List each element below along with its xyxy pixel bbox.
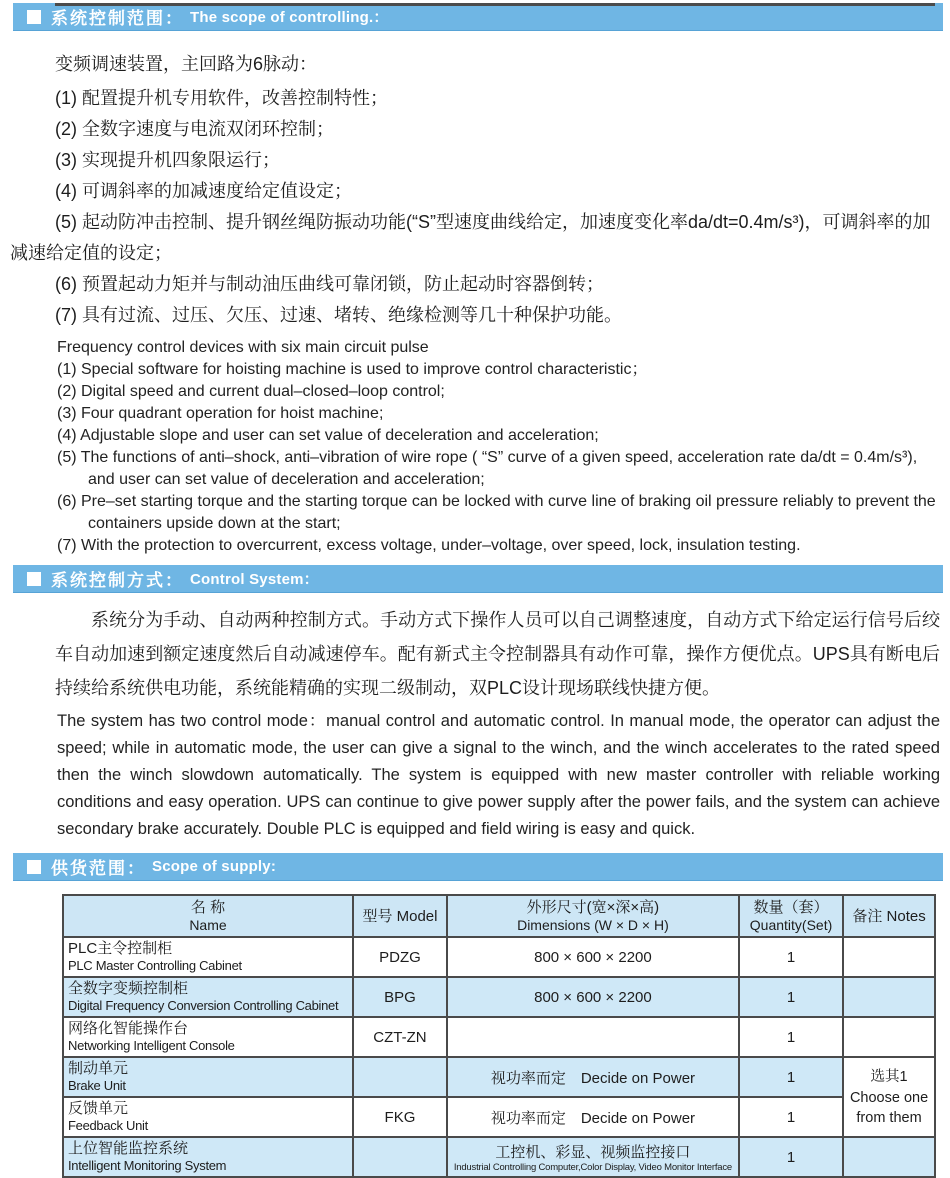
col-header-dims-en: Dimensions (W × D × H) (517, 917, 669, 933)
cell-qty: 1 (739, 1017, 843, 1057)
name-zh: 反馈单元 (68, 1100, 129, 1117)
col-header-qty (739, 895, 843, 937)
page-edge-artifact (55, 3, 935, 6)
name-en: Intelligent Monitoring System (68, 1158, 227, 1173)
scope-item-en-4: (4) Adjustable slope and user can set value of deceleration and acceleration; (57, 427, 599, 444)
section-title-en: The scope of controlling.： (190, 9, 389, 26)
square-bullet-icon (27, 572, 41, 586)
cell-name (63, 1057, 353, 1097)
scope-item-zh-5: (5) 起动防冲击控制、提升钢丝绳防振动功能(“S”型速度曲线给定，加速度变化率da/dt=0.4m/s³)，可调斜率的加减速给定值的设定； (10, 212, 931, 263)
cell-model: FKG (353, 1097, 447, 1137)
section-title-zh: 系统控制范围： (51, 9, 184, 28)
name-en: Digital Frequency Conversion Controlling Cabinet (68, 998, 339, 1013)
table-row (63, 1137, 935, 1177)
scope-intro-en: Frequency control devices with six main circuit pulse (57, 339, 429, 356)
cell-qty: 1 (739, 1057, 843, 1097)
section-header-control-system (13, 565, 943, 593)
section-title-en: Control System： (190, 571, 319, 588)
name-en: Networking Intelligent Console (68, 1038, 235, 1053)
cell-model: CZT-ZN (353, 1017, 447, 1057)
section-title-zh: 系统控制方式： (51, 571, 184, 590)
cell-notes (843, 1137, 935, 1177)
name-zh: PLC主令控制柜 (68, 940, 173, 957)
cell-model: PDZG (353, 937, 447, 977)
cell-name (63, 1097, 353, 1137)
square-bullet-icon (27, 860, 41, 874)
cell-notes (843, 937, 935, 977)
cell-qty: 1 (739, 977, 843, 1017)
col-header-qty-en: Quantity(Set) (749, 917, 833, 933)
control-paragraph-zh: 系统分为手动、自动两种控制方式。手动方式下操作人员可以自己调整速度，自动方式下给定运行信号后绞车自动加速到额定速度然后自动减速停车。配有新式主令控制器具有动作可靠，操作方便优点。UPS具有断电后持续给系统供电功能，系统能精确的实现二级制动，双PLC设计现场联线快捷方便。 (55, 610, 940, 698)
cell-qty: 1 (739, 1097, 843, 1137)
name-zh: 全数字变频控制柜 (68, 980, 189, 997)
cell-name (63, 937, 353, 977)
control-paragraph-en: The system has two control mode：manual control and automatic control. In manual mode, the operator can adjust the speed; while in automatic mode, the user can give a signal to the winch, and the winch accelerates to the rated speed then the winch slowdown automatically. The system is equipped with new master controller with reliable working conditions and easy operation. UPS can continue to give power supply after the power fails, and the system can achieve secondary brake accurately. Double PLC is equipped and field wiring is easy and quick. (57, 712, 940, 838)
scope-item-zh-6: (6) 预置起动力矩并与制动油压曲线可靠闭锁，防止起动时容器倒转； (55, 274, 604, 294)
cell-dims: 视功率而定 Decide on Power (447, 1097, 739, 1137)
cell-dims: 视功率而定 Decide on Power (447, 1057, 739, 1097)
name-en: Feedback Unit (68, 1118, 148, 1133)
cell-model (353, 1057, 447, 1097)
col-header-qty-zh: 数量（套） (753, 899, 829, 916)
cell-notes (843, 977, 935, 1017)
cell-dims: 800 × 600 × 2200 (447, 937, 739, 977)
col-header-model (353, 895, 447, 937)
cell-qty: 1 (739, 937, 843, 977)
square-bullet-icon (27, 10, 41, 24)
note-line-en: Choose one from them (849, 1089, 929, 1126)
col-header-dims (447, 895, 739, 937)
col-header-name-en: Name (189, 917, 227, 933)
scope-item-en-2: (2) Digital speed and current dual–closed–loop control; (57, 383, 445, 400)
name-en: Brake Unit (68, 1078, 126, 1093)
scope-list-en (0, 337, 942, 557)
table-row (63, 977, 935, 1017)
cell-dims (447, 1137, 739, 1177)
scope-item-en-6: (6) Pre–set starting torque and the starting torque can be locked with curve line of braking oil pressure reliably to prevent the containers upside down at the start; (57, 493, 936, 532)
scope-item-en-5: (5) The functions of anti–shock, anti–vibration of wire rope ( “S” curve of a given speed, acceleration rate da/dt = 0.4m/s³), and user can set value of deceleration and acceleration; (57, 449, 918, 488)
note-line-zh: 选其1 (870, 1068, 908, 1085)
scope-item-en-1: (1) Special software for hoisting machine is used to improve control characteristic； (57, 361, 648, 378)
table-row (63, 1097, 935, 1137)
cell-name (63, 1137, 353, 1177)
col-header-dims-zh: 外形尺寸(宽×深×高) (526, 899, 660, 916)
supply-table (62, 894, 936, 1178)
scope-list-zh (0, 83, 940, 331)
cell-notes (843, 1017, 935, 1057)
scope-item-en-7: (7) With the protection to overcurrent, excess voltage, under–voltage, over speed, lock, insulation testing. (57, 537, 801, 554)
name-zh: 制动单元 (68, 1060, 129, 1077)
col-header-name-zh: 名 称 (190, 899, 226, 916)
name-zh: 上位智能监控系统 (68, 1140, 189, 1157)
section-title-zh: 供货范围： (51, 859, 146, 878)
cell-notes-merged (843, 1057, 935, 1137)
section-header-scope (13, 3, 943, 31)
table-header-row (63, 895, 935, 937)
table-row (63, 1057, 935, 1097)
cell-name (63, 1017, 353, 1057)
cell-model (353, 1137, 447, 1177)
name-en: PLC Master Controlling Cabinet (68, 958, 242, 973)
cell-model: BPG (353, 977, 447, 1017)
cell-name (63, 977, 353, 1017)
table-row (63, 1017, 935, 1057)
scope-item-zh-4: (4) 可调斜率的加减速度给定值设定； (55, 181, 352, 201)
col-header-name (63, 895, 353, 937)
section-title-en: Scope of supply: (152, 858, 277, 875)
scope-item-zh-2: (2) 全数字速度与电流双闭环控制； (55, 119, 334, 139)
dims-en-small: Industrial Controlling Computer,Color Display, Video Monitor Interface (453, 1162, 733, 1173)
cell-dims (447, 1017, 739, 1057)
col-header-notes (843, 895, 935, 937)
col-header-notes-label: 备注 Notes (852, 907, 926, 925)
cell-dims: 800 × 600 × 2200 (447, 977, 739, 1017)
scope-item-zh-1: (1) 配置提升机专用软件，改善控制特性； (55, 88, 388, 108)
scope-intro-zh: 变频调速装置，主回路为6脉动： (55, 54, 318, 74)
col-header-model-label: 型号 Model (362, 907, 438, 925)
table-row (63, 937, 935, 977)
dims-zh: 工控机、彩显、视频监控接口 (495, 1144, 691, 1161)
scope-item-en-3: (3) Four quadrant operation for hoist machine; (57, 405, 384, 422)
section-header-supply (13, 853, 943, 881)
scope-item-zh-3: (3) 实现提升机四象限运行； (55, 150, 280, 170)
cell-qty: 1 (739, 1137, 843, 1177)
scope-item-zh-7: (7) 具有过流、过压、欠压、过速、堵转、绝缘检测等几十种保护功能。 (55, 305, 622, 325)
name-zh: 网络化智能操作台 (68, 1020, 189, 1037)
